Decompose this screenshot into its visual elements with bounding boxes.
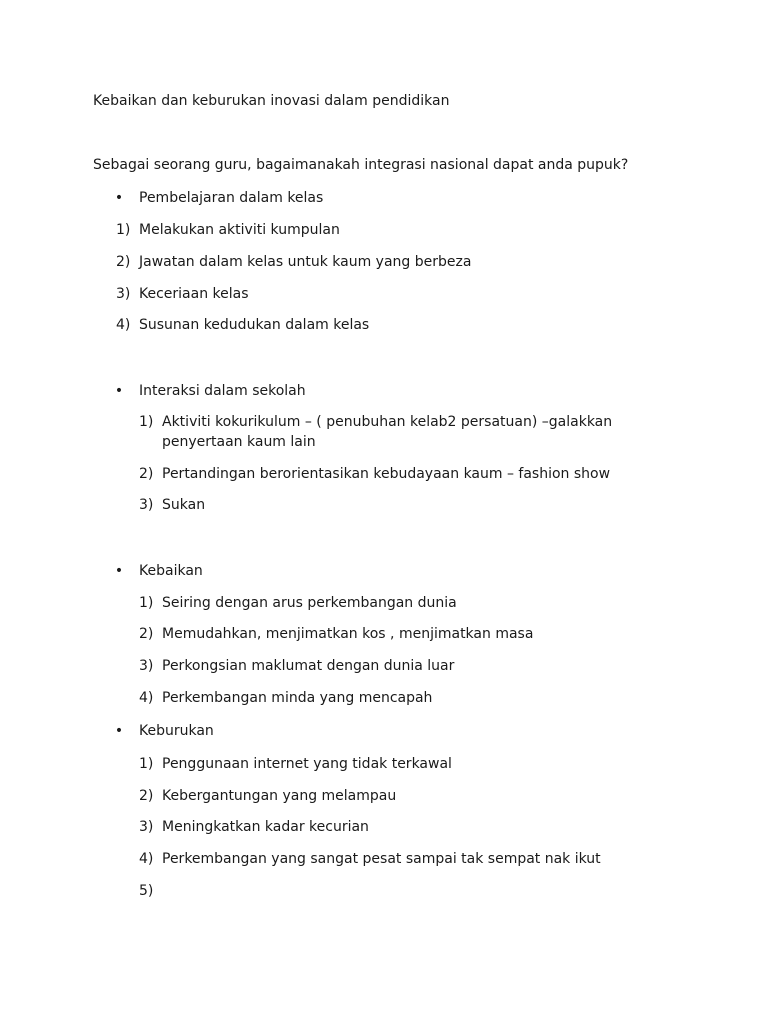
list-number: 1) [116, 222, 131, 238]
bullet-icon: • [114, 563, 124, 579]
list-item: Perkembangan minda yang mencapah [162, 690, 433, 706]
list-number: 1) [139, 414, 154, 430]
list-item: Jawatan dalam kelas untuk kaum yang berbeza [139, 254, 472, 270]
list-item: Perkembangan yang sangat pesat sampai tak sempat nak ikut [162, 851, 601, 867]
list-number: 1) [139, 756, 154, 772]
list-number: 4) [116, 317, 131, 333]
list-item: Memudahkan, menjimatkan kos , menjimatkan masa [162, 626, 534, 642]
list-item-continuation: penyertaan kaum lain [162, 434, 316, 450]
list-item: Penggunaan internet yang tidak terkawal [162, 756, 452, 772]
list-item: Seiring dengan arus perkembangan dunia [162, 595, 457, 611]
list-number: 2) [139, 626, 154, 642]
list-item: Keceriaan kelas [139, 286, 249, 302]
list-number: 5) [139, 883, 154, 899]
list-item: Pertandingan berorientasikan kebudayaan kaum – fashion show [162, 466, 611, 482]
section-heading: Kebaikan [139, 563, 203, 579]
list-number: 2) [139, 788, 154, 804]
list-item: Meningkatkan kadar kecurian [162, 819, 369, 835]
bullet-icon: • [114, 723, 124, 739]
bullet-icon: • [114, 383, 124, 399]
list-number: 2) [116, 254, 131, 270]
section-heading: Keburukan [139, 723, 214, 739]
list-number: 2) [139, 466, 154, 482]
list-item: Susunan kedudukan dalam kelas [139, 317, 370, 333]
list-item: Perkongsian maklumat dengan dunia luar [162, 658, 455, 674]
list-item: Melakukan aktiviti kumpulan [139, 222, 340, 238]
list-number: 3) [139, 658, 154, 674]
list-item: Sukan [162, 497, 206, 513]
list-number: 4) [139, 851, 154, 867]
list-number: 1) [139, 595, 154, 611]
document-title: Kebaikan dan keburukan inovasi dalam pendidikan [93, 93, 450, 109]
question-text: Sebagai seorang guru, bagaimanakah integrasi nasional dapat anda pupuk? [93, 157, 629, 173]
list-item: Aktiviti kokurikulum – ( penubuhan kelab2 persatuan) –galakkan [162, 414, 613, 430]
bullet-icon: • [114, 190, 124, 206]
list-number: 3) [139, 819, 154, 835]
list-number: 4) [139, 690, 154, 706]
list-number: 3) [116, 286, 131, 302]
list-item: Kebergantungan yang melampau [162, 788, 397, 804]
section-heading: Pembelajaran dalam kelas [139, 190, 324, 206]
section-heading: Interaksi dalam sekolah [139, 383, 306, 399]
list-number: 3) [139, 497, 154, 513]
